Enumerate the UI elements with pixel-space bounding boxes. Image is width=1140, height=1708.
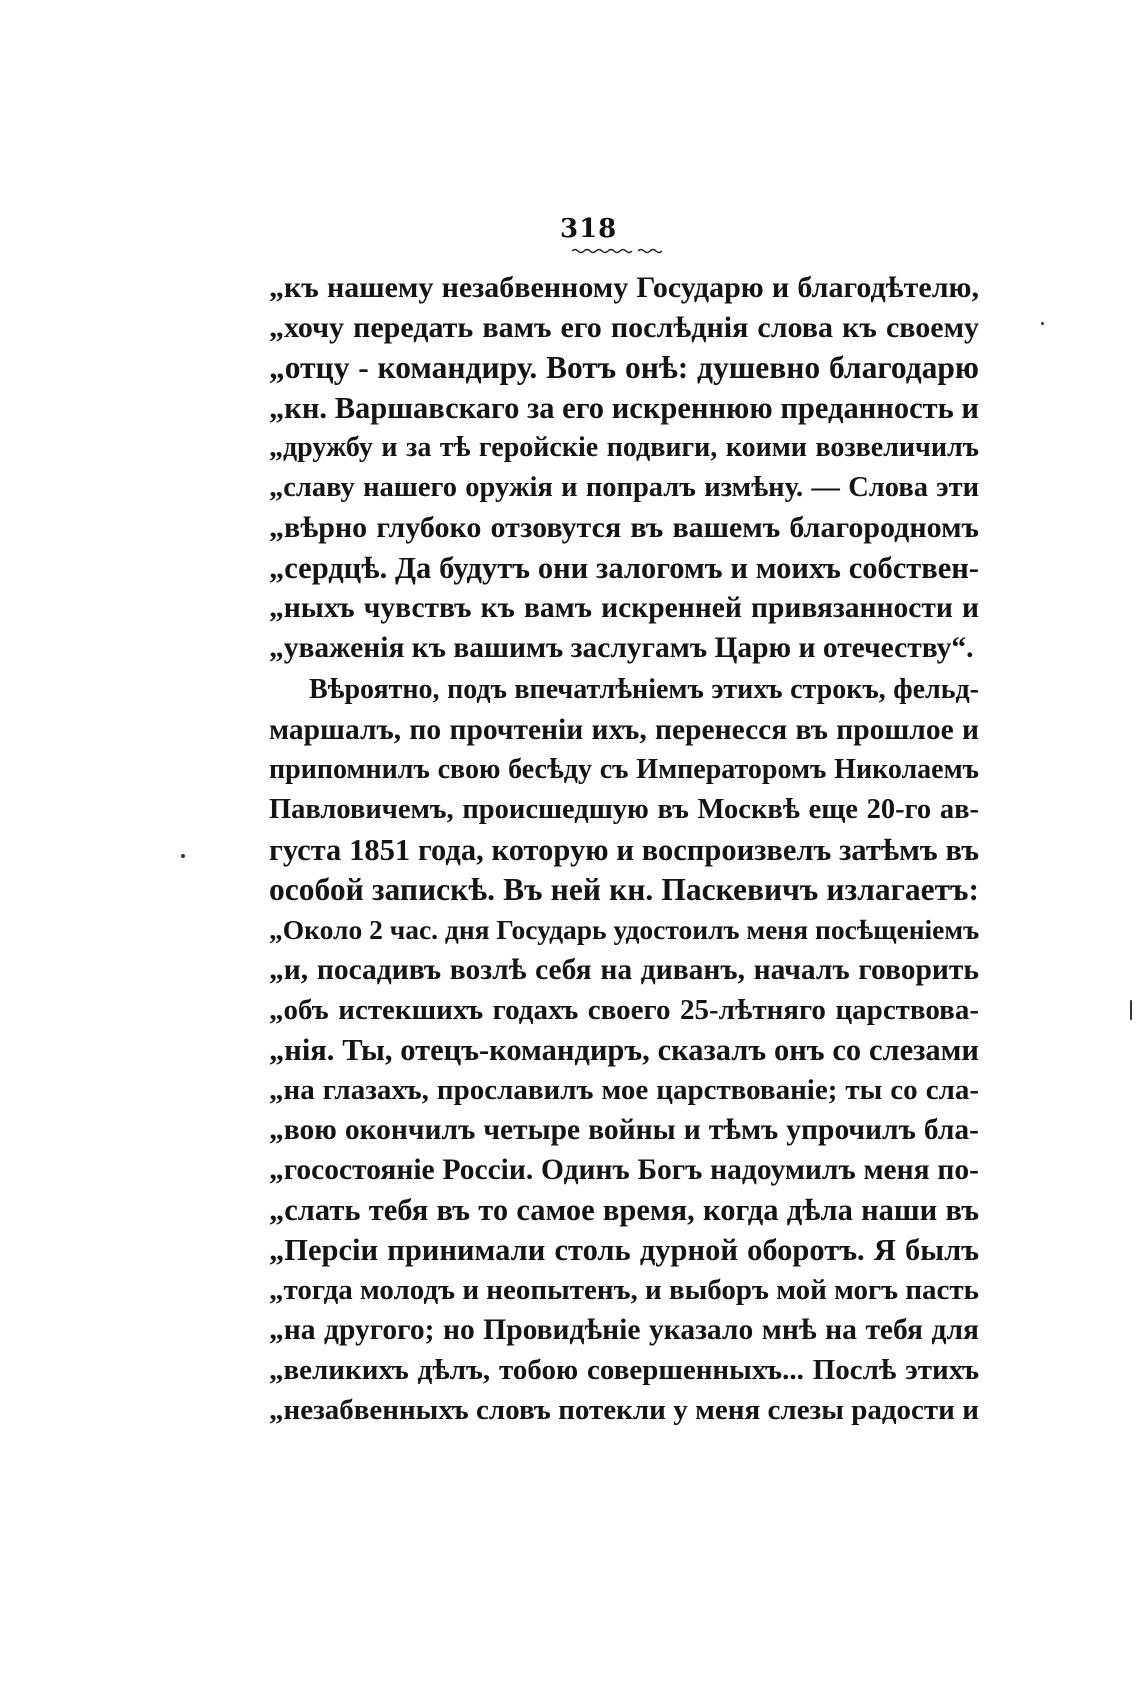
text-line: особой запискѣ. Въ ней кн. Паскевичъ излагаетъ: (269, 872, 979, 907)
text-line: „сердцѣ. Да будутъ они залогомъ и моихъ собствен- (269, 551, 979, 585)
text-line: „незабвенныхъ словъ потекли у меня слезы радости и (269, 1394, 979, 1426)
paragraph-narrative (269, 670, 979, 1430)
text-line: „къ нашему незабвенному Государю и благодѣтелю, (269, 271, 979, 304)
body-text (269, 268, 979, 1430)
text-line: „Около 2 час. дня Государь удостоилъ меня посѣщеніемъ (269, 914, 980, 945)
text-line: „на глазахъ, прославилъ мое царствованіе; ты со сла- (269, 1074, 979, 1106)
scan-speck (1130, 1000, 1132, 1020)
text-line: „хочу передать вамъ его послѣднія слова къ своему (269, 311, 979, 344)
text-line: „слать тебя въ то самое время, когда дѣла наши въ (269, 1193, 979, 1227)
text-line: „отцу - командиру. Вотъ онѣ: душевно благодарю (269, 350, 979, 385)
text-line: „Персіи принимали столь дурной оборотъ. Я былъ (269, 1233, 979, 1267)
text-line: „вѣрно глубоко отзовутся въ вашемъ благородномъ (269, 511, 979, 544)
text-line: „нія. Ты, отецъ-командиръ, сказалъ онъ со слезами (269, 1033, 979, 1067)
text-line: „тогда молодъ и неопытенъ, и выборъ мой могъ пасть (269, 1274, 979, 1306)
text-line: „уваженія къ вашимъ заслугамъ Царю и отечеству“. (269, 632, 974, 664)
scan-speck (181, 854, 185, 858)
scan-speck (1041, 322, 1044, 325)
paragraph-quote-continuation (269, 268, 979, 668)
text-line: Павловичемъ, происшедшую въ Москвѣ еще 20-го ав- (269, 794, 979, 825)
wavy-rule-ornament (572, 246, 672, 256)
text-line: „дружбу и за тѣ геройскіе подвиги, коими возвеличилъ (269, 432, 979, 463)
text-line: припомнилъ свою бесѣду съ Императоромъ Николаемъ (269, 754, 979, 785)
text-line: „вою окончилъ четыре войны и тѣмъ упрочилъ бла- (269, 1114, 979, 1146)
text-line: „госостояніе Россіи. Одинъ Богъ надоумилъ меня по- (269, 1154, 979, 1186)
text-line: „и, посадивъ возлѣ себя на диванъ, началъ говорить (269, 954, 979, 986)
text-line: „ныхъ чувствъ къ вамъ искренней привязанности и (269, 592, 979, 624)
text-line: „объ истекшихъ годахъ своего 25-лѣтняго царствова- (269, 994, 979, 1026)
text-line: густа 1851 года, которую и воспроизвелъ затѣмъ въ (269, 833, 979, 867)
text-line: „на другого; но Провидѣніе указало мнѣ на тебя для (269, 1314, 979, 1346)
text-line: „великихъ дѣлъ, тобою совершенныхъ... Послѣ этихъ (269, 1354, 979, 1386)
text-line: „кн. Варшавскаго за его искреннюю преданность и (269, 391, 979, 425)
page-number: 318 (560, 214, 618, 244)
text-line: „славу нашего оружія и попралъ измѣну. — Слова эти (269, 472, 979, 503)
text-line: маршалъ, по прочтеніи ихъ, перенесся въ прошлое и (269, 714, 979, 746)
text-line: Вѣроятно, подъ впечатлѣніемъ этихъ строкъ, фельд- (309, 674, 979, 705)
